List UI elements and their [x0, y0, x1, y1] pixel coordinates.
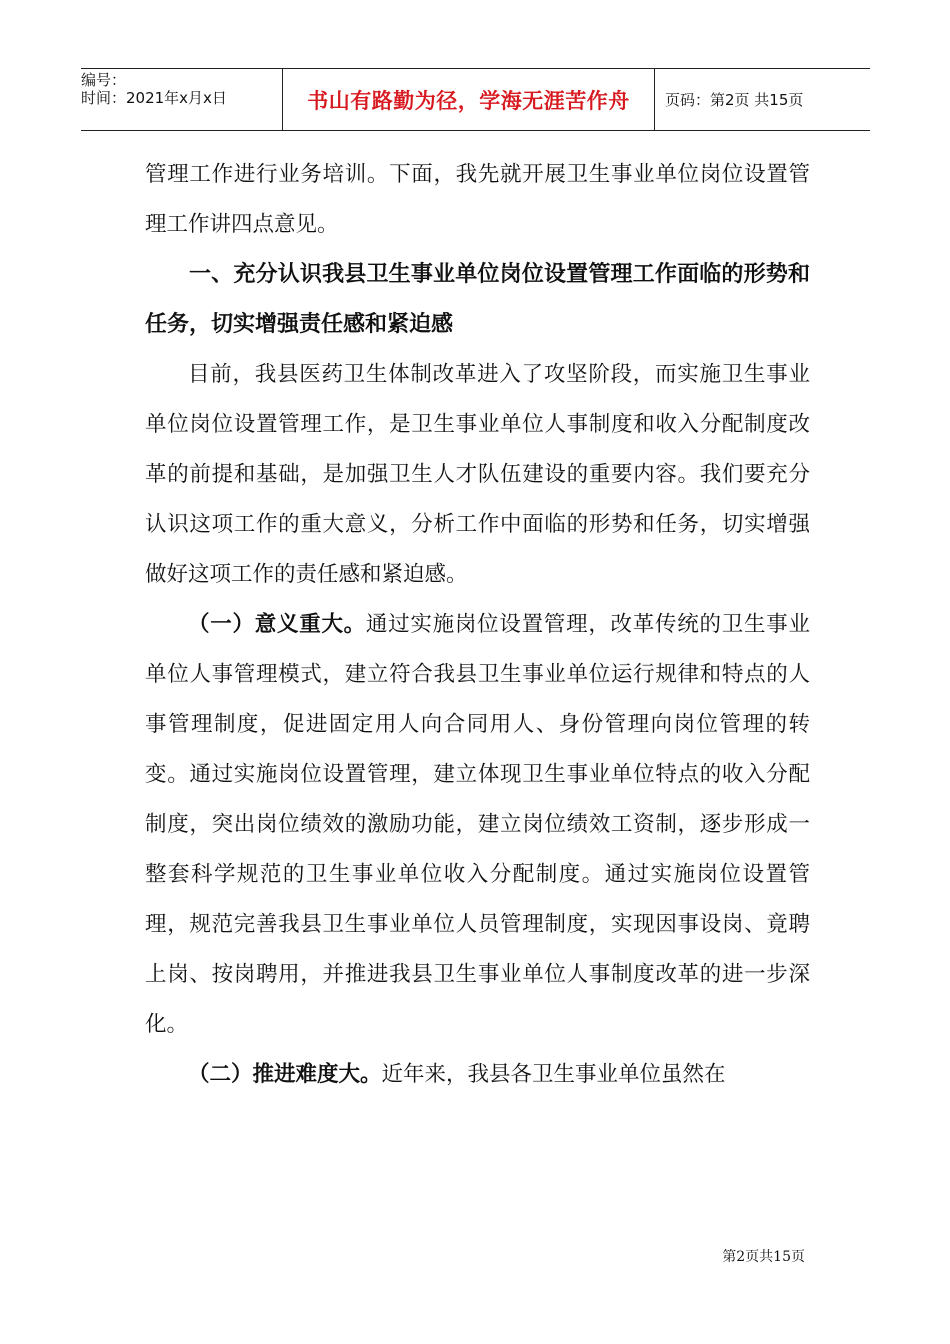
section-heading-1: 一、充分认识我县卫生事业单位岗位设置管理工作面临的形势和任务，切实增强责任感和紧迫感	[145, 262, 810, 337]
paragraph-significance	[145, 600, 810, 1050]
document-time: 时间：2021年x月x日	[81, 89, 227, 107]
paragraph-significance-lead: （一）意义重大。	[188, 612, 366, 637]
paragraph-intro: 管理工作进行业务培训。下面，我先就开展卫生事业单位岗位设置管理工作讲四点意见。	[145, 162, 810, 237]
page-footer: 第2页共15页	[722, 1249, 805, 1265]
paragraph-difficulty	[145, 1050, 810, 1100]
document-body	[145, 150, 810, 1100]
page-header	[81, 68, 870, 131]
paragraph-situation: 目前，我县医药卫生体制改革进入了攻坚阶段，而实施卫生事业单位岗位设置管理工作，是卫生事业单位人事制度和收入分配制度改革的前提和基础，是加强卫生人才队伍建设的重要内容。我们要充分认识这项工作的重大意义，分析工作中面临的形势和任务，切实增强做好这项工作的责任感和紧迫感。	[145, 362, 810, 587]
paragraph-difficulty-text: 近年来，我县各卫生事业单位虽然在	[381, 1062, 726, 1087]
header-motto: 书山有路勤为径，学海无涯苦作舟	[282, 69, 655, 130]
header-page-info: 页码：第2页 共15页	[665, 91, 804, 109]
header-meta	[81, 69, 282, 130]
paragraph-difficulty-lead: （二）推进难度大。	[188, 1062, 382, 1087]
document-number-label: 编号：	[81, 71, 127, 89]
paragraph-significance-text: 通过实施岗位设置管理，改革传统的卫生事业单位人事管理模式，建立符合我县卫生事业单位运行规律和特点的人事管理制度，促进固定用人向合同用人、身份管理向岗位管理的转变。通过实施岗位设置管理，建立体现卫生事业单位特点的收入分配制度，突出岗位绩效的激励功能，建立岗位绩效工资制，逐步形成一整套科学规范的卫生事业单位收入分配制度。通过实施岗位设置管理，规范完善我县卫生事业单位人员管理制度，实现因事设岗、竟聘上岗、按岗聘用，并推进我县卫生事业单位人事制度改革的进一步深化。	[145, 612, 810, 1037]
